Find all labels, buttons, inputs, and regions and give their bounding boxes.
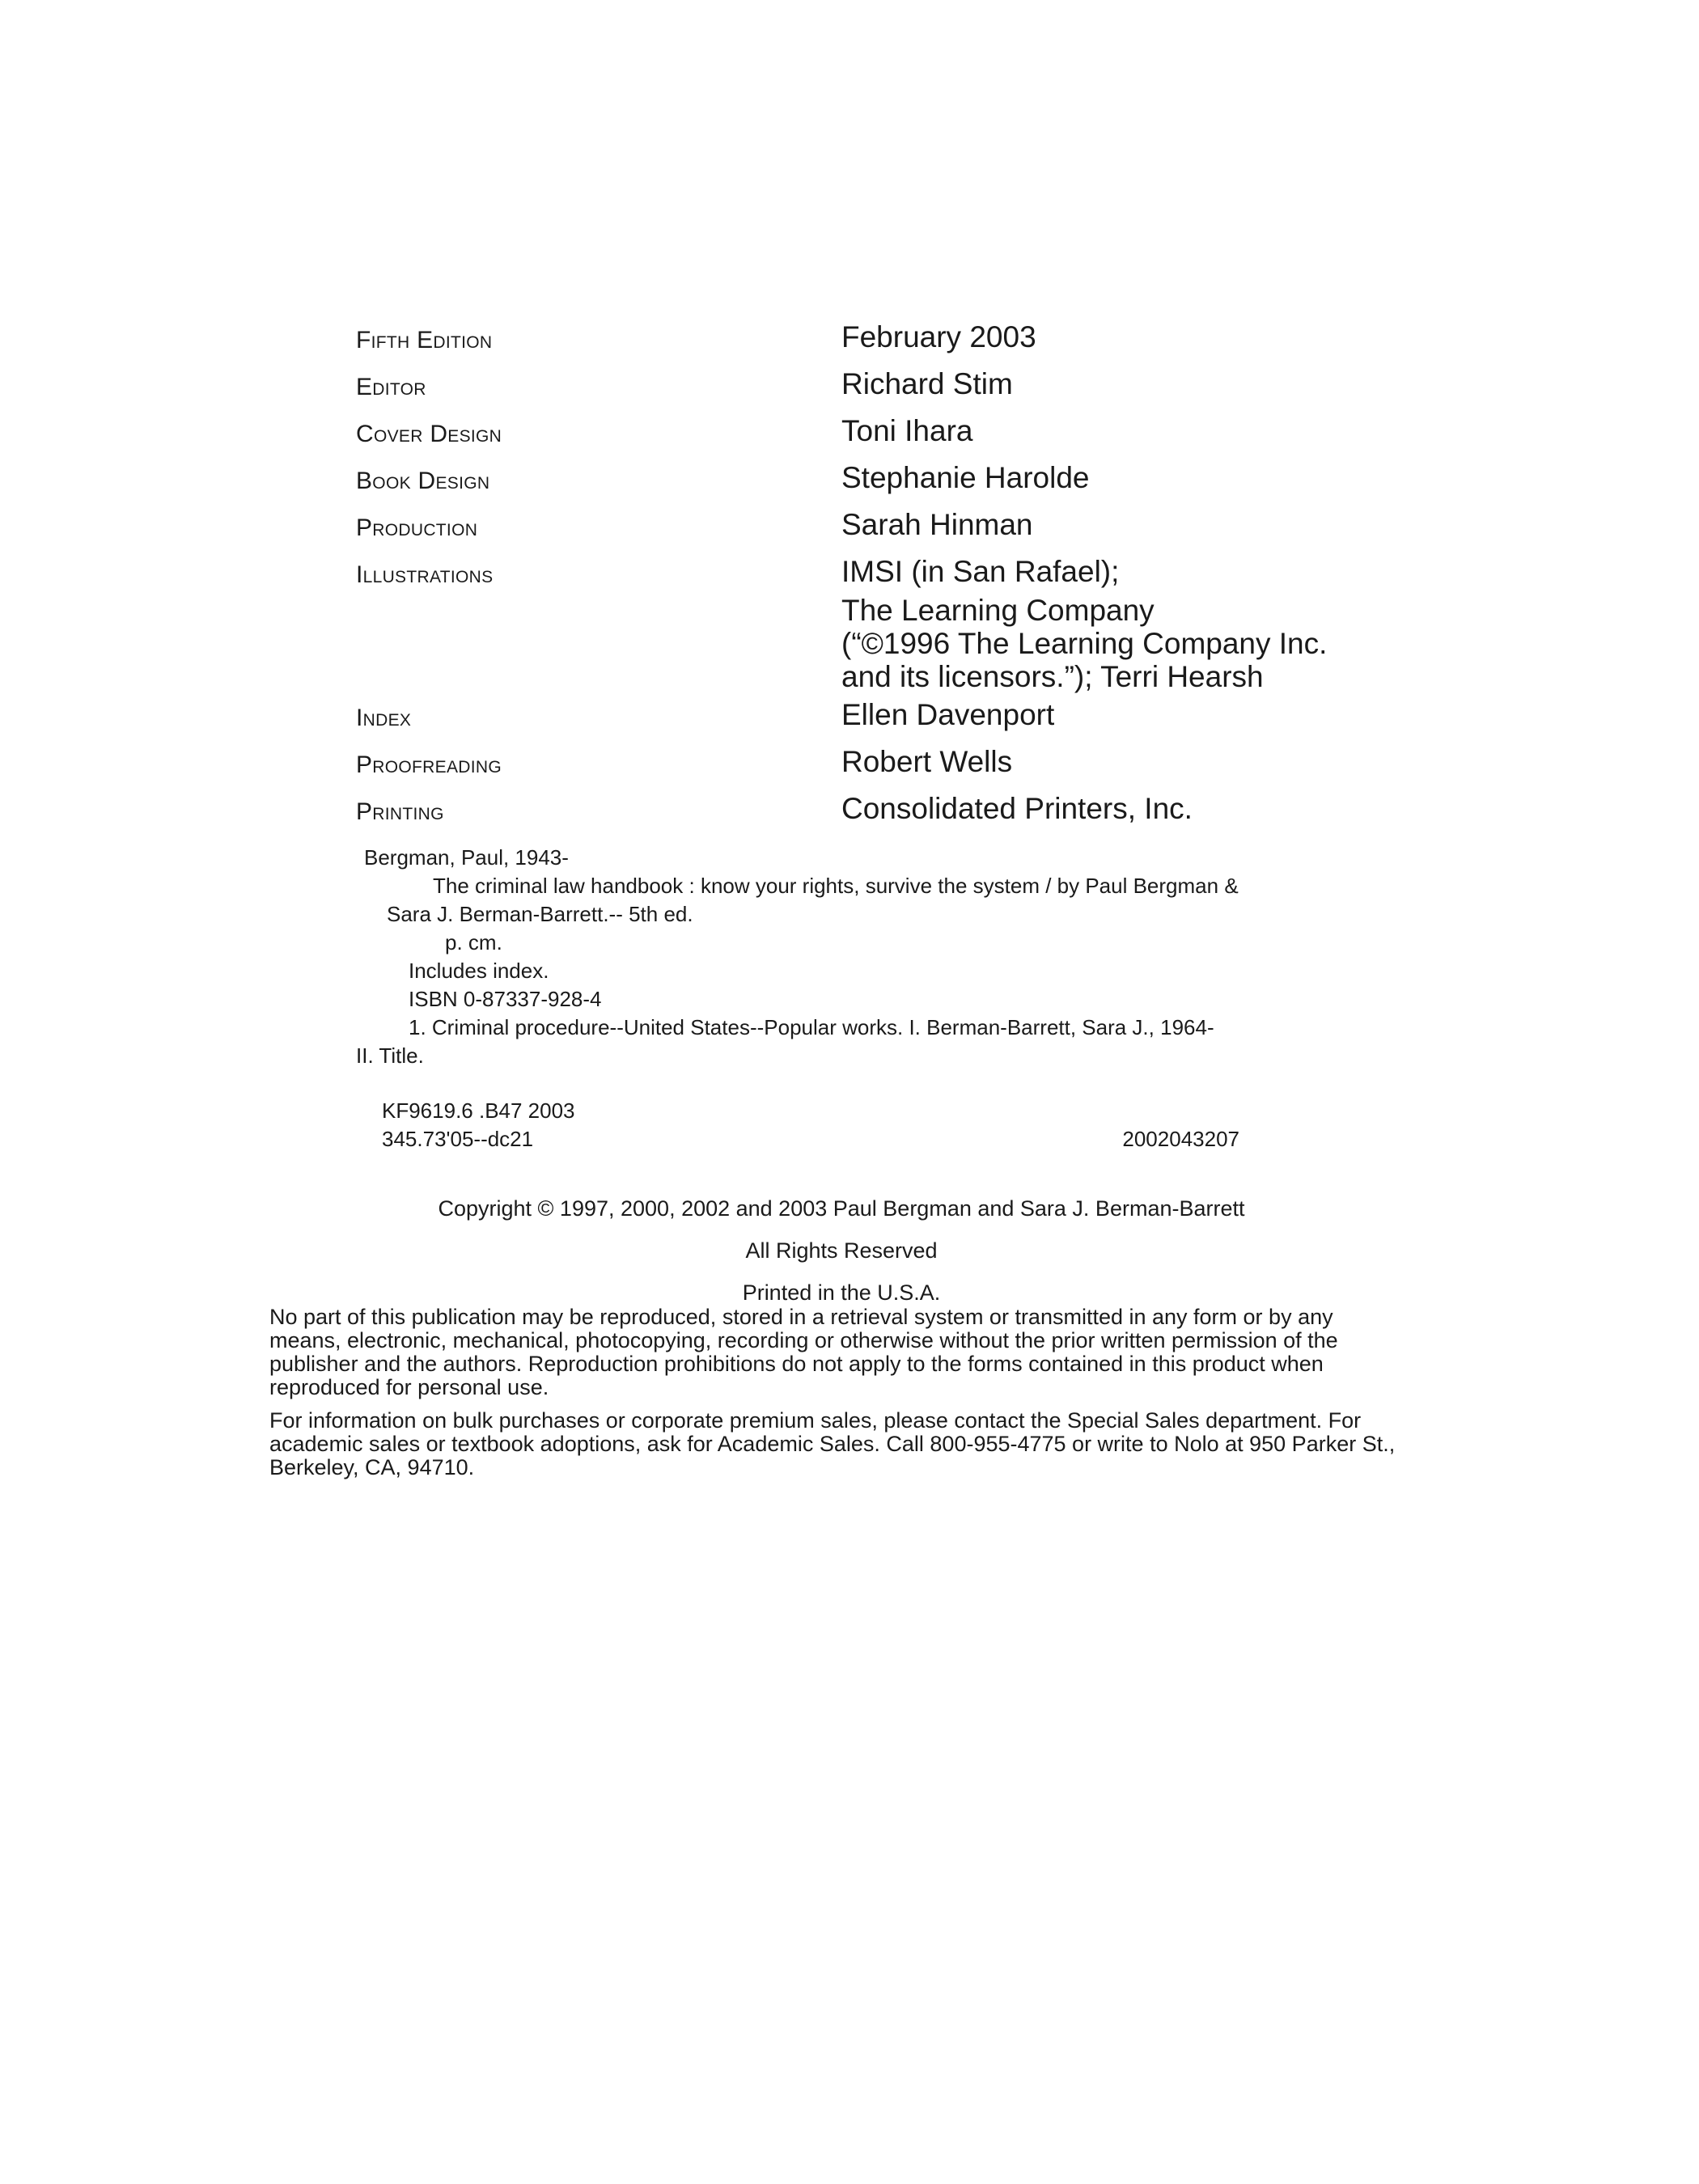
credit-role: Cover Design: [356, 421, 502, 447]
credit-value: [841, 409, 1408, 453]
credit-value-line: Sarah Hinman: [841, 508, 1033, 541]
credit-value-line: Richard Stim: [841, 367, 1013, 400]
rights-reserved: All Rights Reserved: [745, 1238, 938, 1263]
copyright-block: [267, 1187, 1416, 1314]
credit-row-book-design: [356, 456, 1408, 503]
credit-role: Production: [356, 514, 478, 541]
credit-value: [841, 550, 1408, 693]
credits-table: [356, 315, 1408, 834]
lc-classification: KF9619.6 .B47 2003: [382, 1098, 575, 1123]
credit-value-line: Toni Ihara: [841, 414, 973, 447]
credit-row-proofreading: [356, 740, 1408, 787]
credit-row-printing: [356, 787, 1408, 834]
class-row: [382, 1125, 1239, 1153]
cip-title-continued: Sara J. Berman-Barrett.-- 5th ed.: [387, 902, 693, 926]
class-row: [382, 1097, 1239, 1125]
credit-role: Illustrations: [356, 561, 494, 588]
dewey-classification: 345.73'05--dc21: [382, 1127, 534, 1151]
credit-row-cover-design: [356, 409, 1408, 456]
credit-row-index: [356, 693, 1408, 740]
credit-value: [841, 456, 1408, 500]
printed-in: Printed in the U.S.A.: [742, 1280, 941, 1305]
credit-value: [841, 740, 1408, 784]
credit-value: [841, 693, 1408, 737]
cip-collation: p. cm.: [445, 930, 502, 954]
sales-notice: For information on bulk purchases or corporate premium sales, please contact the Special Sales department. For academic sales or textbook adoptions, ask for Academic Sales. Call 800-955-4775 or write to Nolo at 950 Parker St., Berkeley, CA, 94710.: [269, 1408, 1396, 1479]
credit-value-line: Stephanie Harolde: [841, 461, 1090, 494]
classification-block: [382, 1097, 1239, 1153]
credit-value-line: (“©1996 The Learning Company Inc.: [841, 627, 1328, 660]
credit-value: [841, 315, 1408, 359]
credit-role: Editor: [356, 374, 426, 400]
credit-role: Proofreading: [356, 751, 502, 778]
credit-value-line: Consolidated Printers, Inc.: [841, 792, 1193, 825]
credit-role: Printing: [356, 798, 444, 825]
credit-role: Fifth Edition: [356, 327, 493, 353]
cip-note: Includes index.: [409, 959, 549, 983]
reproduction-notice: No part of this publication may be reproduced, stored in a retrieval system or transmitted in any form or by any means, electronic, mechanical, photocopying, recording or otherwise without the prior written permission of the publisher and the authors. Reproduction prohibitions do not apply to the forms contained in this product when reproduced for personal use.: [269, 1305, 1338, 1399]
credit-row-production: [356, 503, 1408, 550]
copyright-notice: Copyright © 1997, 2000, 2002 and 2003 Paul Bergman and Sara J. Berman-Barrett: [438, 1196, 1245, 1221]
credit-value-line: February 2003: [841, 320, 1036, 353]
credit-value-line: The Learning Company: [841, 594, 1155, 627]
credit-value-line: Robert Wells: [841, 745, 1013, 778]
credit-row-editor: [356, 362, 1408, 409]
cip-isbn: ISBN 0-87337-928-4: [409, 987, 602, 1011]
credit-value-line: and its licensors.”); Terri Hearsh: [841, 660, 1264, 693]
credit-value-line: Ellen Davenport: [841, 698, 1055, 731]
cip-author: Bergman, Paul, 1943-: [364, 845, 569, 870]
cataloging-in-publication: [356, 844, 1408, 1070]
cip-subjects: 1. Criminal procedure--United States--Popular works. I. Berman-Barrett, Sara J., 1964-: [409, 1015, 1214, 1039]
credit-role: Book Design: [356, 468, 490, 494]
credit-row-illustrations: [356, 550, 1408, 693]
legal-notices: [269, 1306, 1402, 1489]
credit-row-fifth-edition: [356, 315, 1408, 362]
lccn: 2002043207: [1122, 1127, 1239, 1151]
credit-value: [841, 787, 1408, 831]
credit-value-line: IMSI (in San Rafael);: [841, 555, 1120, 588]
credit-value: [841, 362, 1408, 406]
credit-value: [841, 503, 1408, 547]
credit-role: Index: [356, 705, 412, 731]
cip-title-tracing: II. Title.: [356, 1043, 424, 1068]
cip-title: The criminal law handbook : know your rights, survive the system / by Paul Bergman &: [433, 874, 1239, 898]
